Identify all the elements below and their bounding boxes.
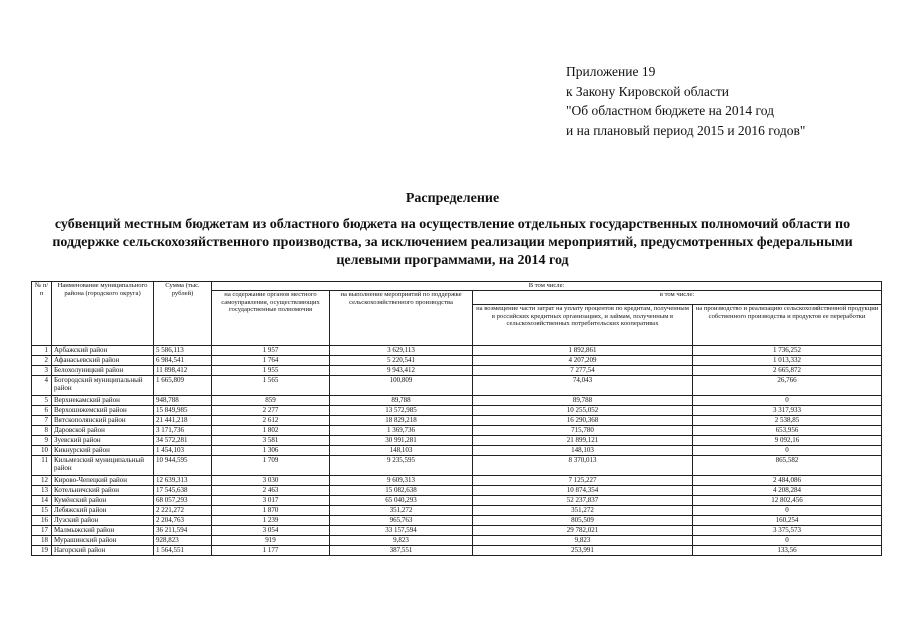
cell-sum: 12 639,313 <box>154 475 212 485</box>
cell-measures: 13 572,985 <box>330 405 473 415</box>
cell-production: 1 013,332 <box>693 355 882 365</box>
cell-num: 17 <box>32 525 52 535</box>
cell-name: Кикнурский район <box>52 445 154 455</box>
header-num: № п/п <box>32 282 52 346</box>
cell-production: 865,582 <box>693 455 882 475</box>
table-row <box>32 455 882 475</box>
cell-measures: 387,551 <box>330 545 473 555</box>
cell-measures: 5 220,541 <box>330 355 473 365</box>
cell-interest: 10 874,354 <box>473 485 693 495</box>
cell-sum: 34 572,281 <box>154 435 212 445</box>
cell-measures: 18 829,218 <box>330 415 473 425</box>
header-sum: Сумма (тыс. рублей) <box>154 282 212 346</box>
table-row <box>32 545 882 555</box>
cell-measures: 33 157,594 <box>330 525 473 535</box>
cell-sum: 10 944,595 <box>154 455 212 475</box>
cell-org: 3 054 <box>212 525 330 535</box>
appendix-line-3: "Об областном бюджете на 2014 год <box>566 103 774 118</box>
cell-interest: 9,823 <box>473 535 693 545</box>
cell-org: 1 709 <box>212 455 330 475</box>
cell-num: 2 <box>32 355 52 365</box>
document-subtitle: субвенций местным бюджетам из областного бюджета на осуществление отдельных государственных полномочий области по поддержке сельскохозяйственного производства, за исключением реализации мероприятий, предусмотренных федеральными целевыми программами, на 2014 год <box>52 217 853 268</box>
cell-sum: 1 454,103 <box>154 445 212 455</box>
cell-org: 3 581 <box>212 435 330 445</box>
cell-sum: 68 057,293 <box>154 495 212 505</box>
cell-production: 9 092,16 <box>693 435 882 445</box>
table-row <box>32 395 882 405</box>
cell-num: 3 <box>32 365 52 375</box>
cell-name: Афанасьевский район <box>52 355 154 365</box>
cell-sum: 11 898,412 <box>154 365 212 375</box>
table-body <box>32 345 882 555</box>
document-title: Распределение <box>405 191 500 206</box>
cell-num: 18 <box>32 535 52 545</box>
header-including-2: в том числе: <box>473 290 882 304</box>
cell-interest: 52 237,837 <box>473 495 693 505</box>
cell-production: 2 538,85 <box>693 415 882 425</box>
cell-num: 10 <box>32 445 52 455</box>
cell-production: 653,956 <box>693 425 882 435</box>
cell-org: 2 277 <box>212 405 330 415</box>
cell-interest: 21 899,121 <box>473 435 693 445</box>
cell-measures: 9 943,412 <box>330 365 473 375</box>
cell-org: 1 802 <box>212 425 330 435</box>
cell-org: 919 <box>212 535 330 545</box>
cell-sum: 2 221,272 <box>154 505 212 515</box>
cell-org: 1 565 <box>212 375 330 395</box>
cell-production: 0 <box>693 535 882 545</box>
cell-num: 15 <box>32 505 52 515</box>
cell-sum: 1 564,551 <box>154 545 212 555</box>
table-row <box>32 405 882 415</box>
cell-name: Кильмезский муниципальный район <box>52 455 154 475</box>
cell-interest: 715,780 <box>473 425 693 435</box>
table-row <box>32 445 882 455</box>
cell-name: Лебяжский район <box>52 505 154 515</box>
cell-num: 8 <box>32 425 52 435</box>
table-row <box>32 365 882 375</box>
cell-measures: 15 082,638 <box>330 485 473 495</box>
cell-measures: 9,823 <box>330 535 473 545</box>
cell-name: Кумёнский район <box>52 495 154 505</box>
cell-org: 1 955 <box>212 365 330 375</box>
cell-sum: 3 171,736 <box>154 425 212 435</box>
table-row <box>32 525 882 535</box>
cell-org: 1 870 <box>212 505 330 515</box>
cell-measures: 65 040,293 <box>330 495 473 505</box>
appendix-line-1: Приложение 19 <box>566 64 656 79</box>
cell-measures: 9 609,313 <box>330 475 473 485</box>
cell-num: 4 <box>32 375 52 395</box>
cell-num: 16 <box>32 515 52 525</box>
appendix-block <box>566 62 805 140</box>
cell-num: 14 <box>32 495 52 505</box>
cell-org: 2 612 <box>212 415 330 425</box>
cell-production: 26,766 <box>693 375 882 395</box>
cell-measures: 965,763 <box>330 515 473 525</box>
cell-name: Котельничский район <box>52 485 154 495</box>
cell-num: 19 <box>32 545 52 555</box>
cell-measures: 9 235,595 <box>330 455 473 475</box>
cell-name: Лузский район <box>52 515 154 525</box>
cell-org: 2 463 <box>212 485 330 495</box>
cell-name: Нагорский район <box>52 545 154 555</box>
cell-sum: 6 984,541 <box>154 355 212 365</box>
cell-name: Мурашинский район <box>52 535 154 545</box>
cell-production: 0 <box>693 445 882 455</box>
appendix-line-2: к Закону Кировской области <box>566 83 730 99</box>
cell-num: 11 <box>32 455 52 475</box>
cell-production: 1 736,252 <box>693 345 882 355</box>
cell-interest: 805,509 <box>473 515 693 525</box>
cell-interest: 351,272 <box>473 505 693 515</box>
cell-production: 2 665,872 <box>693 365 882 375</box>
distribution-table <box>31 281 882 556</box>
header-interest: на возмещение части затрат на уплату процентов по кредитам, полученным в российских кредитных организациях, и займам, полученным в сельскохозяйственных потребительских кооперативах <box>473 304 693 345</box>
cell-name: Даровской район <box>52 425 154 435</box>
cell-measures: 351,272 <box>330 505 473 515</box>
header-production: на производство и реализацию сельскохозяйственной продукции собственного производства и продуктов ее переработки <box>693 304 882 345</box>
cell-name: Кирово-Чепецкий район <box>52 475 154 485</box>
header-name: Наименование муниципального района (городского округа) <box>52 282 154 346</box>
cell-interest: 253,991 <box>473 545 693 555</box>
cell-org: 1 764 <box>212 355 330 365</box>
cell-measures: 1 369,736 <box>330 425 473 435</box>
cell-name: Верхнекамский район <box>52 395 154 405</box>
cell-org: 1 177 <box>212 545 330 555</box>
cell-name: Арбажский район <box>52 345 154 355</box>
cell-name: Верхошижемский район <box>52 405 154 415</box>
cell-org: 1 239 <box>212 515 330 525</box>
cell-production: 160,254 <box>693 515 882 525</box>
cell-interest: 7 277,54 <box>473 365 693 375</box>
cell-interest: 4 207,209 <box>473 355 693 365</box>
cell-num: 5 <box>32 395 52 405</box>
cell-interest: 8 370,013 <box>473 455 693 475</box>
cell-sum: 1 665,809 <box>154 375 212 395</box>
cell-num: 7 <box>32 415 52 425</box>
cell-sum: 928,823 <box>154 535 212 545</box>
cell-org: 859 <box>212 395 330 405</box>
cell-production: 3 317,933 <box>693 405 882 415</box>
cell-num: 6 <box>32 405 52 415</box>
cell-sum: 948,788 <box>154 395 212 405</box>
cell-sum: 17 545,638 <box>154 485 212 495</box>
cell-name: Зуевский район <box>52 435 154 445</box>
cell-num: 9 <box>32 435 52 445</box>
table-row <box>32 355 882 365</box>
cell-sum: 21 441,218 <box>154 415 212 425</box>
appendix-line-4: и на плановый период 2015 и 2016 годов" <box>566 122 806 138</box>
cell-sum: 15 849,985 <box>154 405 212 415</box>
cell-interest: 148,103 <box>473 445 693 455</box>
cell-name: Вятскополянский район <box>52 415 154 425</box>
table-row <box>32 515 882 525</box>
cell-interest: 89,788 <box>473 395 693 405</box>
cell-production: 0 <box>693 505 882 515</box>
cell-interest: 16 290,368 <box>473 415 693 425</box>
table-row <box>32 475 882 485</box>
cell-production: 0 <box>693 395 882 405</box>
cell-measures: 30 991,281 <box>330 435 473 445</box>
table-row <box>32 375 882 395</box>
table-row <box>32 495 882 505</box>
cell-interest: 7 125,227 <box>473 475 693 485</box>
cell-measures: 3 629,113 <box>330 345 473 355</box>
cell-interest: 74,043 <box>473 375 693 395</box>
cell-sum: 36 211,594 <box>154 525 212 535</box>
cell-org: 3 030 <box>212 475 330 485</box>
header-measures: на выполнение мероприятий по поддержке сельскохозяйственного производства <box>330 290 473 345</box>
cell-production: 12 802,456 <box>693 495 882 505</box>
table-row <box>32 425 882 435</box>
table-row <box>32 415 882 425</box>
cell-org: 1 957 <box>212 345 330 355</box>
table-row <box>32 535 882 545</box>
cell-production: 4 208,284 <box>693 485 882 495</box>
cell-num: 13 <box>32 485 52 495</box>
header-org: на содержание органов местного самоуправления, осуществляющих государственные полномочия <box>212 290 330 345</box>
cell-org: 1 306 <box>212 445 330 455</box>
cell-name: Богородский муниципальный район <box>52 375 154 395</box>
cell-interest: 10 255,052 <box>473 405 693 415</box>
cell-production: 133,56 <box>693 545 882 555</box>
cell-num: 12 <box>32 475 52 485</box>
table-row <box>32 485 882 495</box>
table-row <box>32 505 882 515</box>
cell-name: Малмыжский район <box>52 525 154 535</box>
header-including: В том числе: <box>212 282 882 291</box>
table-row <box>32 435 882 445</box>
cell-sum: 2 204,763 <box>154 515 212 525</box>
cell-measures: 148,103 <box>330 445 473 455</box>
cell-sum: 5 586,113 <box>154 345 212 355</box>
table-row <box>32 345 882 355</box>
cell-measures: 100,809 <box>330 375 473 395</box>
cell-interest: 29 782,021 <box>473 525 693 535</box>
cell-production: 2 484,086 <box>693 475 882 485</box>
cell-production: 3 375,573 <box>693 525 882 535</box>
cell-interest: 1 892,861 <box>473 345 693 355</box>
cell-name: Белохолуницкий район <box>52 365 154 375</box>
cell-measures: 89,788 <box>330 395 473 405</box>
cell-org: 3 017 <box>212 495 330 505</box>
cell-num: 1 <box>32 345 52 355</box>
